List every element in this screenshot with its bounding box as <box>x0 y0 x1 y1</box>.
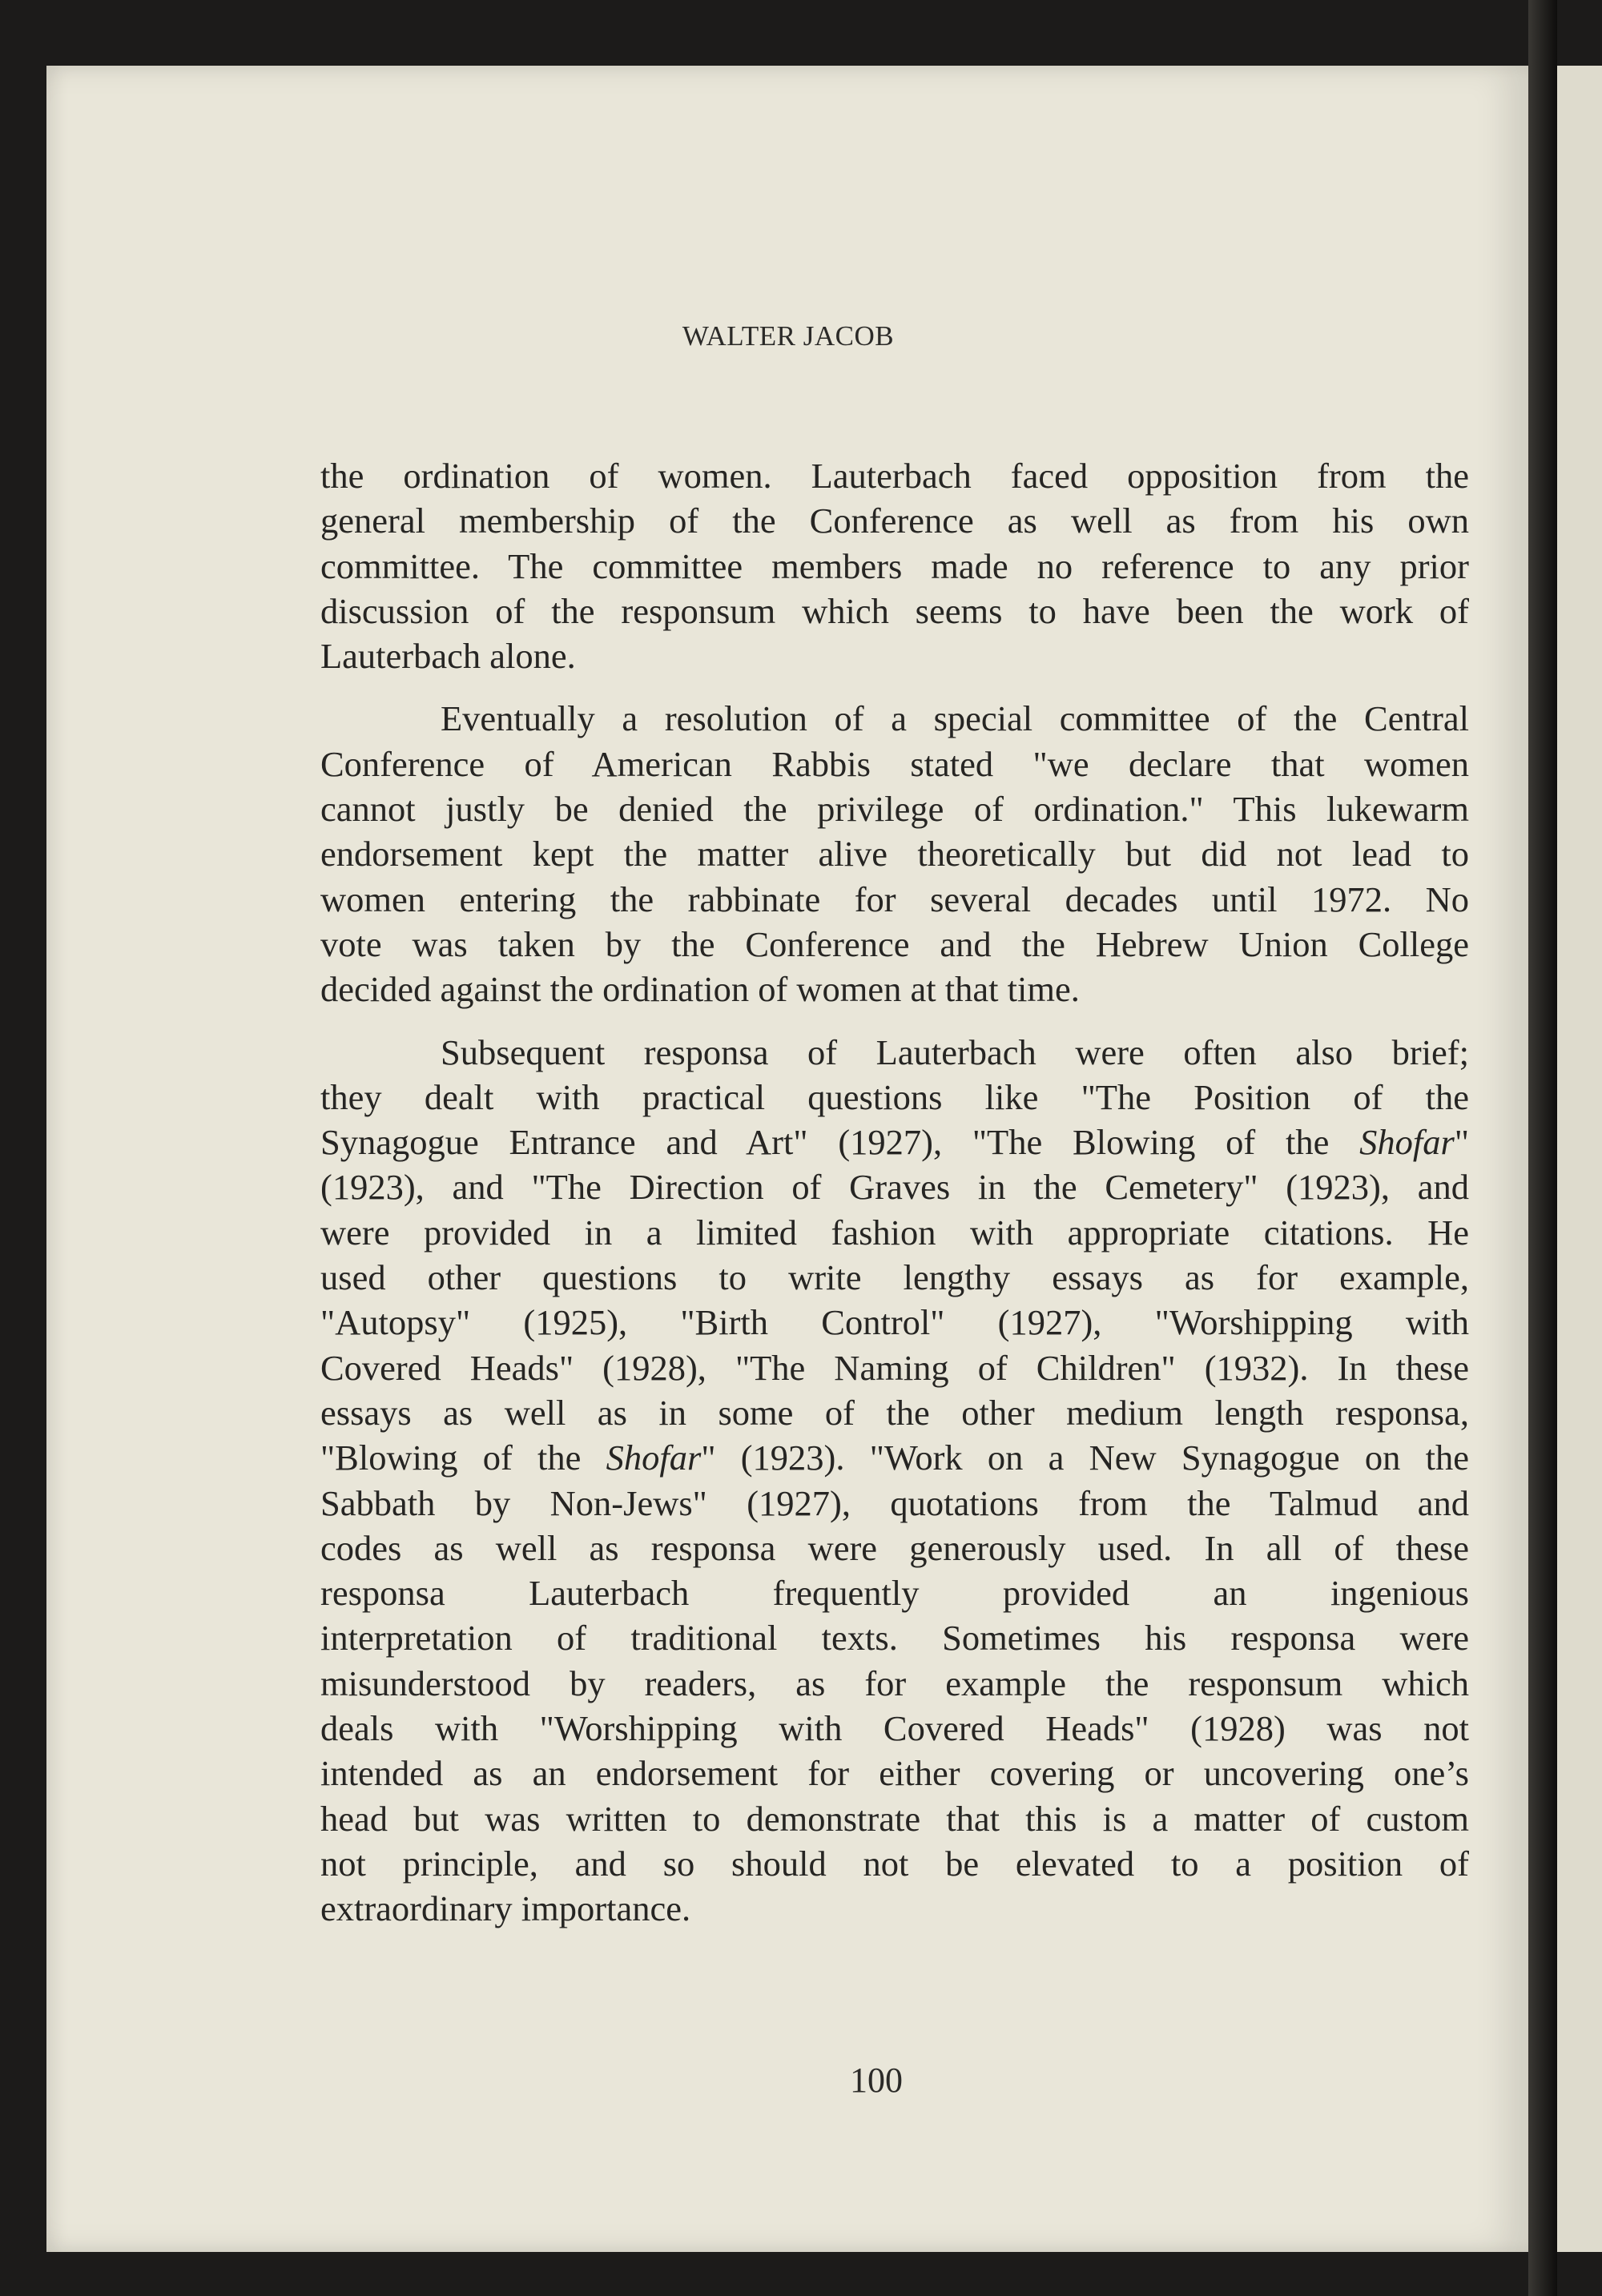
paragraph-gap <box>320 1012 1469 1030</box>
paragraph <box>320 453 1469 678</box>
text-segment: responsa Lauterbach frequently provided an ingenious <box>320 1573 1469 1614</box>
text-line <box>320 1075 1469 1120</box>
text-line <box>320 589 1469 633</box>
text-segment: "Autopsy" (1925), "Birth Control" (1927), "Worshipping with <box>320 1302 1469 1343</box>
italic-term: Shofar <box>606 1438 702 1478</box>
text-line <box>320 1481 1469 1526</box>
text-line <box>320 967 1469 1011</box>
text-segment: not principle, and so should not be elevated to a position of <box>320 1843 1469 1884</box>
text-line <box>320 1706 1469 1751</box>
text-segment: Synagogue Entrance and Art" (1927), "The Blowing of the <box>320 1122 1360 1163</box>
text-segment: the ordination of women. Lauterbach faced opposition from the <box>320 456 1469 496</box>
text-segment: Sabbath by Non-Jews" (1927), quotations from the Talmud and <box>320 1482 1469 1523</box>
text-segment: cannot justly be denied the privilege of ordination." This lukewarm <box>320 789 1469 830</box>
text-line <box>320 1164 1469 1209</box>
paragraph <box>320 696 1469 1011</box>
text-line <box>320 544 1469 589</box>
page-number: 100 <box>850 2061 903 2100</box>
text-line <box>320 1300 1469 1345</box>
text-segment: Eventually a resolution of a special committee of the Central <box>441 698 1469 739</box>
text-segment: codes as well as responsa were generously used. In all of these <box>320 1527 1469 1568</box>
text-line <box>320 877 1469 922</box>
text-line <box>320 1886 1469 1931</box>
paragraph-gap <box>320 678 1469 696</box>
text-segment: " (1923). "Work on a New Synagogue on the <box>701 1438 1469 1478</box>
text-segment: were provided in a limited fashion with appropriate citations. He <box>320 1212 1469 1253</box>
facing-page-edge <box>1557 66 1602 2252</box>
book-gutter <box>1528 0 1557 2296</box>
text-line <box>320 1526 1469 1570</box>
text-line <box>320 498 1469 543</box>
text-line <box>320 1345 1469 1390</box>
text-segment: vote was taken by the Conference and the Hebrew Union College <box>320 923 1469 964</box>
text-line <box>320 1435 1469 1480</box>
text-segment: "Blowing of the <box>320 1438 606 1478</box>
text-line <box>320 922 1469 967</box>
text-segment: they dealt with practical questions like "The Position of the <box>320 1076 1469 1117</box>
text-line <box>320 633 1469 678</box>
text-line <box>320 1751 1469 1795</box>
text-line <box>320 1615 1469 1660</box>
text-line <box>320 1390 1469 1435</box>
text-segment: " <box>1454 1122 1469 1163</box>
text-line <box>320 1796 1469 1841</box>
book-page <box>46 66 1530 2252</box>
text-segment: extraordinary importance. <box>320 1888 691 1929</box>
text-line <box>320 1030 1469 1075</box>
text-line <box>320 696 1469 741</box>
text-segment: misunderstood by readers, as for example the responsum which <box>320 1663 1469 1703</box>
text-segment: (1923), and "The Direction of Graves in the Cemetery" (1923), and <box>320 1167 1469 1208</box>
text-segment: committee. The committee members made no reference to any prior <box>320 545 1469 586</box>
text-segment: intended as an endorsement for either covering or uncovering one’s <box>320 1753 1469 1794</box>
text-line <box>320 453 1469 498</box>
text-line <box>320 742 1469 786</box>
running-header: WALTER JACOB <box>682 320 895 352</box>
text-segment: interpretation of traditional texts. Sometimes his responsa were <box>320 1618 1469 1659</box>
text-line <box>320 1570 1469 1615</box>
text-segment: endorsement kept the matter alive theoretically but did not lead to <box>320 834 1469 875</box>
text-line <box>320 1841 1469 1886</box>
text-segment: discussion of the responsum which seems to have been the work of <box>320 590 1469 631</box>
text-line <box>320 1661 1469 1706</box>
text-segment: Covered Heads" (1928), "The Naming of Children" (1932). In these <box>320 1347 1469 1388</box>
italic-term: Shofar <box>1359 1122 1455 1163</box>
text-segment: Conference of American Rabbis stated "we declare that women <box>320 743 1469 784</box>
text-segment: head but was written to demonstrate that this is a matter of custom <box>320 1798 1469 1839</box>
text-segment: used other questions to write lengthy essays as for example, <box>320 1257 1469 1298</box>
text-segment: deals with "Worshipping with Covered Heads" (1928) was not <box>320 1708 1469 1749</box>
text-line <box>320 831 1469 876</box>
text-line <box>320 1210 1469 1255</box>
text-line <box>320 1255 1469 1300</box>
text-segment: general membership of the Conference as well as from his own <box>320 501 1469 541</box>
text-line <box>320 786 1469 831</box>
paragraph <box>320 1030 1469 1932</box>
text-segment: decided against the ordination of women at that time. <box>320 969 1080 1010</box>
text-segment: Lauterbach alone. <box>320 636 576 677</box>
text-segment: essays as well as in some of the other medium length responsa, <box>320 1392 1469 1433</box>
text-line <box>320 1120 1469 1164</box>
text-segment: women entering the rabbinate for several decades until 1972. No <box>320 879 1469 919</box>
body-text <box>320 453 1469 1932</box>
text-segment: Subsequent responsa of Lauterbach were often also brief; <box>441 1031 1469 1072</box>
